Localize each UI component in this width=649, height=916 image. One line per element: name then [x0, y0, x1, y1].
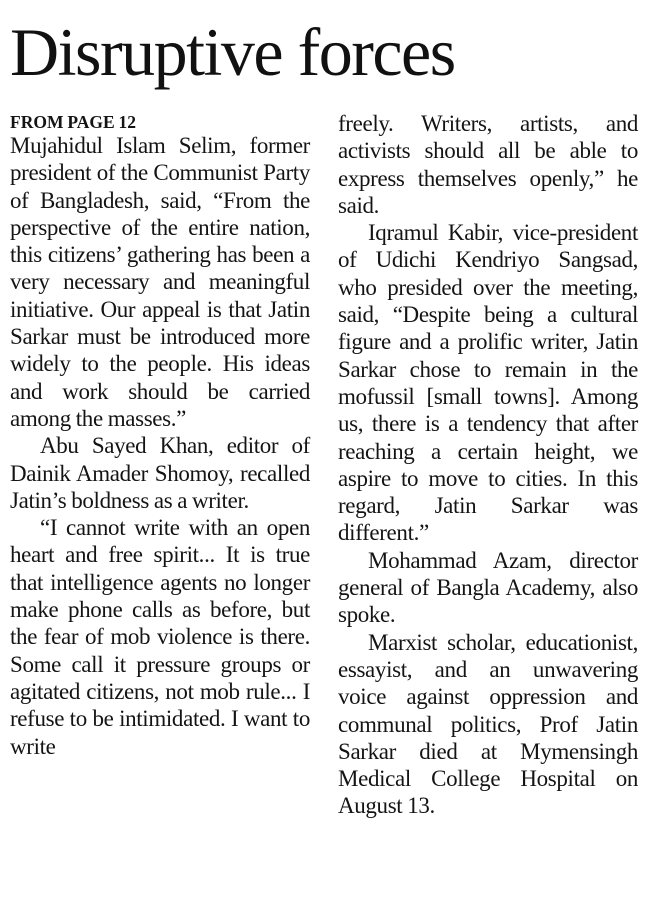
article-paragraph: “I cannot write with an open heart and free spirit... It is true that intelligence agents no longer make phone calls as before, but the fear of mob violence is there. Some call it pressure groups or agitated citizens, not mob rule... I refuse to be intimidated. I want to write [10, 515, 310, 759]
article-paragraph: freely. Writers, artists, and activists should all be able to express themselves openly,” he said. [338, 111, 638, 218]
article-paragraph: Abu Sayed Khan, editor of Dainik Amader Shomoy, recalled Jatin’s boldness as a writer. [10, 433, 310, 513]
article-paragraph: Mujahidul Islam Selim, former president of the Communist Party of Bangladesh, said, “From the perspective of the entire nation, this citizens’ gathering has been a very necessary and meaningful initiative. Our appeal is that Jatin Sarkar must be introduced more widely to the people. His ideas and work should be carried among the masses.” [10, 133, 310, 431]
article-paragraph: Mohammad Azam, director general of Bangla Academy, also spoke. [338, 547, 638, 628]
article-column-right [338, 110, 638, 820]
article-headline: Disruptive forces [10, 14, 455, 90]
article-paragraph: Marxist scholar, educationist, essayist, and an unwavering voice against oppression and communal politics, Prof Jatin Sarkar died at Mymensingh Medical College Hospital on August 13. [338, 629, 638, 819]
continuation-kicker: FROM PAGE 12 [10, 112, 137, 132]
article-paragraph: Iqramul Kabir, vice-president of Udichi Kendriyo Sangsad, who presided over the meeting, said, “Despite being a cultural figure and a prolific writer, Jatin Sarkar chose to remain in the mofussil [small towns]. Among us, there is a tendency that after reaching a certain height, we aspire to move to cities. In this regard, Jatin Sarkar was different.” [338, 220, 638, 546]
article-column-left [10, 112, 310, 760]
